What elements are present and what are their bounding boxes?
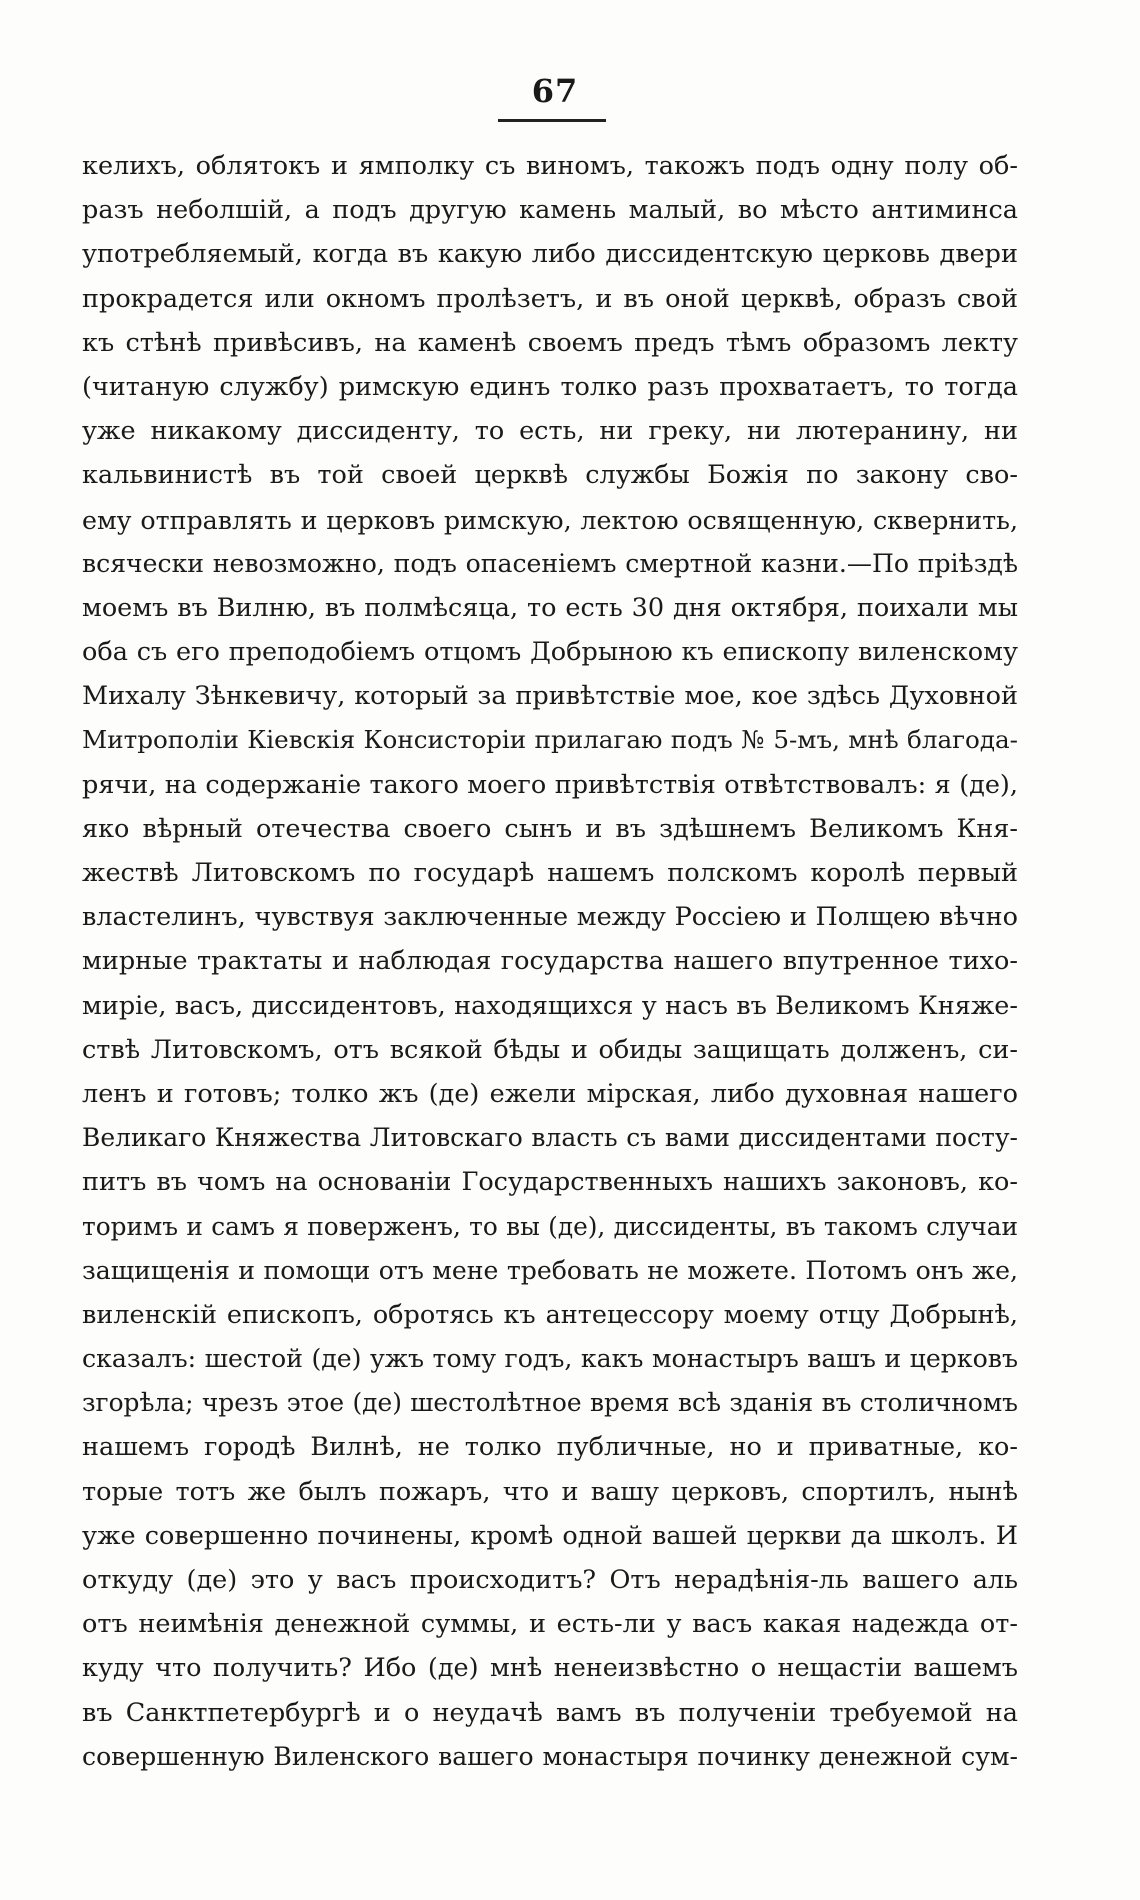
- text-line: уже совершенно починены, кромѣ одной вашей церкви да школъ. И: [82, 1520, 1018, 1551]
- text-line: ствѣ Литовскомъ, отъ всякой бѣды и обиды защищать долженъ, си-: [82, 1034, 1018, 1065]
- text-line: защищенія и помощи отъ мене требовать не можете. Потомъ онъ же,: [82, 1255, 1018, 1285]
- text-line: (читаную службу) римскую единъ толко разъ прохватаетъ, то тогда: [82, 371, 1018, 402]
- text-line: кальвинистѣ въ той своей церквѣ службы Божія по закону сво-: [82, 460, 1018, 491]
- page-number-rule: [498, 119, 606, 122]
- text-line: ленъ и готовъ; толко жъ (де) ежели мірская, либо духовная нашего: [82, 1078, 1018, 1109]
- text-line: Великаго Княжества Литовскаго власть съ вами диссидентами посту-: [82, 1123, 1018, 1153]
- text-line: разъ неболшій, а подъ другую камень малый, во мѣсто антиминса: [82, 195, 1018, 226]
- text-line: сказалъ: шестой (де) ужъ тому годъ, какъ монастыръ вашъ и церковъ: [82, 1344, 1018, 1374]
- text-line: прокрадется или окномъ пролѣзетъ, и въ оной церквѣ, образъ свой: [82, 283, 1018, 314]
- text-line: рячи, на содержаніе такого моего привѣтствія отвѣтствовалъ: я (де),: [82, 769, 1018, 800]
- text-line: згорѣла; чрезъ этое (де) шестолѣтное время всѣ зданія въ столичномъ: [82, 1388, 1018, 1418]
- text-line: къ стѣнѣ привѣсивъ, на каменѣ своемъ предъ тѣмъ образомъ лекту: [82, 327, 1018, 358]
- text-line: ему отправлять и церковъ римскую, лектою освященную, сквернить,: [82, 504, 1018, 535]
- text-line: откуду (де) это у васъ происходитъ? Отъ нерадѣнія-ль вашего аль: [82, 1565, 1018, 1595]
- page-number: 67: [531, 72, 579, 110]
- text-line: употребляемый, когда въ какую либо диссидентскую церковь двери: [82, 239, 1018, 270]
- text-line: жествѣ Литовскомъ по государѣ нашемъ полскомъ королѣ первый: [82, 858, 1018, 888]
- text-line: мирные трактаты и наблюдая государства нашего впутренное тихо-: [82, 946, 1018, 977]
- text-line: всячески невозможно, подъ опасеніемъ смертной казни.—По пріѣздѣ: [82, 548, 1018, 578]
- text-line: въ Санктпетербургѣ и о неудачѣ вамъ въ полученіи требуемой на: [82, 1697, 1018, 1728]
- text-line: оба съ его преподобіемъ отцомъ Добрыною къ епископу виленскому: [82, 637, 1018, 668]
- text-line: миріе, васъ, диссидентовъ, находящихся у насъ въ Великомъ Княже-: [82, 990, 1018, 1021]
- text-line: виленскій епископъ, обротясь къ антецессору моему отцу Добрынѣ,: [82, 1299, 1018, 1330]
- text-line: Михалу Зѣнкевичу, который за привѣтствіе мое, кое здѣсь Духовной: [82, 681, 1018, 712]
- text-line: торые тотъ же былъ пожаръ, что и вашу церковъ, спортилъ, нынѣ: [82, 1476, 1018, 1507]
- text-line: нашемъ городѣ Вилнѣ, не толко публичные, но и приватные, ко-: [82, 1432, 1018, 1463]
- body-text: [82, 144, 1018, 1779]
- text-line: отъ неимѣнія денежной суммы, и есть-ли у васъ какая надежда от-: [82, 1609, 1018, 1640]
- text-line: моемъ въ Вилню, въ полмѣсяца, то есть 30 дня октября, поихали мы: [82, 592, 1018, 623]
- text-line: Митрополіи Кіевскія Консисторіи прилагаю подъ № 5-мъ, мнѣ благода-: [82, 725, 1018, 755]
- text-line: келихъ, облятокъ и ямполку съ виномъ, такожъ подъ одну полу об-: [82, 151, 1018, 181]
- text-line: питъ въ чомъ на основаніи Государственныхъ нашихъ законовъ, ко-: [82, 1167, 1018, 1198]
- text-line: уже никакому диссиденту, то есть, ни греку, ни лютеранину, ни: [82, 416, 1018, 447]
- text-line: совершенную Виленского вашего монастыря починку денежной сум-: [82, 1741, 1018, 1771]
- text-line: властелинъ, чувствуя заключенные между Россіею и Полщею вѣчно: [82, 902, 1018, 933]
- text-line: яко вѣрный отечества своего сынъ и въ здѣшнемъ Великомъ Кня-: [82, 813, 1018, 844]
- text-line: торимъ и самъ я поверженъ, то вы (де), диссиденты, въ такомъ случаи: [82, 1211, 1018, 1241]
- text-line: куду что получить? Ибо (де) мнѣ ненеизвѣстно о нещастіи вашемъ: [82, 1653, 1018, 1684]
